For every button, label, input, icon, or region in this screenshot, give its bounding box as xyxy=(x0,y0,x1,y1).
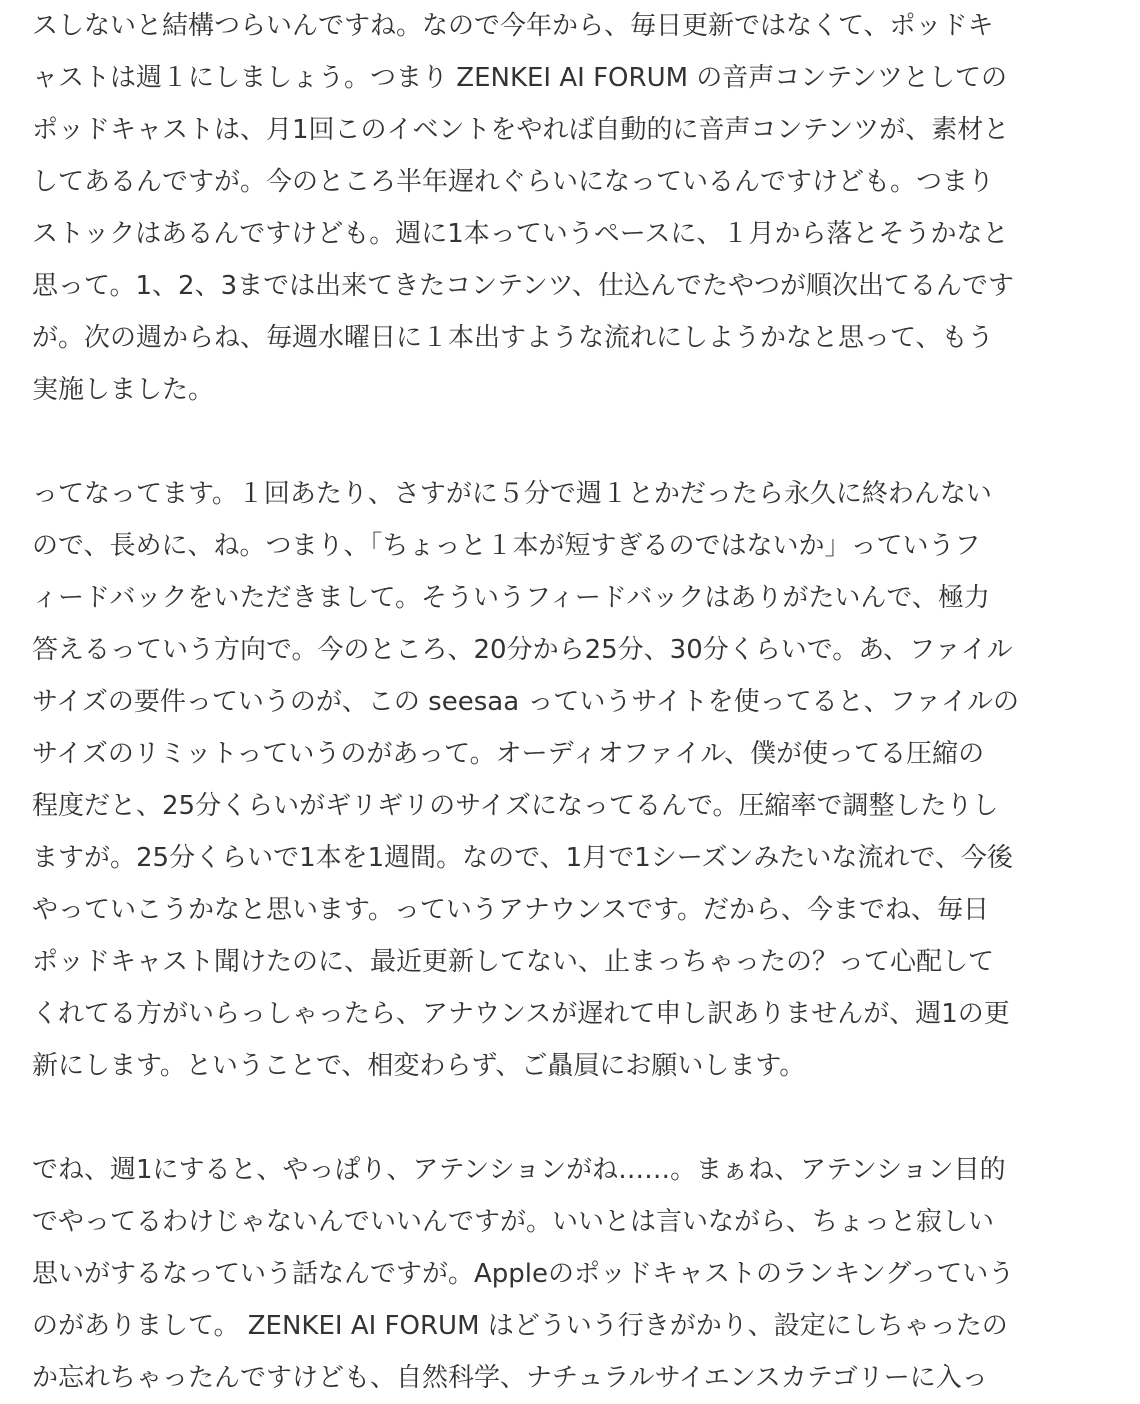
text-line: サイズのリミットっていうのがあって。オーディオファイル、僕が使ってる圧縮の xyxy=(32,739,985,769)
text-line: くれてる方がいらっしゃったら、アナウンスが遅れて申し訳ありませんが、週1の更 xyxy=(32,999,1010,1029)
text-line: でね、週1にすると、やっぱり、アテンションがね……。まぁね、アテンション目的 xyxy=(32,1155,1006,1185)
text-line: サイズの要件っていうのが、この seesaa っていうサイトを使ってると、ファイルの xyxy=(32,687,1020,717)
text-line: 程度だと、25分くらいがギリギリのサイズになってるんで。圧縮率で調整したりし xyxy=(32,791,999,821)
text-line: ので、長めに、ね。つまり、「ちょっと１本が短すぎるのではないか」っていうフ xyxy=(32,531,981,561)
text-line: でやってるわけじゃないんでいいんですが。いいとは言いながら、ちょっと寂しい xyxy=(32,1207,995,1237)
text-line: か忘れちゃったんですけども、自然科学、ナチュラルサイエンスカテゴリーに入っ xyxy=(32,1363,988,1393)
text-line: ポッドキャストは、月1回このイベントをやれば自動的に音声コンテンツが、素材と xyxy=(32,115,1010,145)
text-line: やっていこうかなと思います。っていうアナウンスです。だから、今までね、毎日 xyxy=(32,895,990,925)
text-line: スしないと結構つらいんですね。なので今年から、毎日更新ではなくて、ポッドキ xyxy=(32,11,994,41)
text-line: ャストは週１にしましょう。つまり ZENKEI AI FORUM の音声コンテンツとしての xyxy=(32,63,1007,93)
text-line: のがありまして。 ZENKEI AI FORUM はどういう行きがかり、設定にしちゃったの xyxy=(32,1311,1008,1341)
paragraph-1 xyxy=(32,0,1110,416)
text-line: 思いがするなっていう話なんですが。Appleのポッドキャストのランキングっていう xyxy=(32,1259,1015,1289)
text-line: してあるんですが。今のところ半年遅れぐらいになっているんですけども。つまり xyxy=(32,167,995,197)
text-line: 新にします。ということで、相変わらず、ご贔屓にお願いします。 xyxy=(32,1051,806,1081)
text-line: ますが。25分くらいで1本を1週間。なので、1月で1シーズンみたいな流れで、今後 xyxy=(32,843,1013,873)
text-line: ってなってます。１回あたり、さすがに５分で週１とかだったら永久に終わんない xyxy=(32,479,992,509)
paragraph-2 xyxy=(32,468,1110,1092)
text-line: 思って。1、2、3までは出来てきたコンテンツ、仕込んでたやつが順次出てるんです xyxy=(32,271,1014,301)
text-line: ストックはあるんですけども。週に1本っていうペースに、１月から落とそうかなと xyxy=(32,219,1009,249)
article-body xyxy=(32,0,1110,1404)
text-line: ィードバックをいただきまして。そういうフィードバックはありがたいんで、極力 xyxy=(32,583,990,613)
text-line: が。次の週からね、毎週水曜日に１本出すような流れにしようかなと思って、もう xyxy=(32,323,994,353)
paragraph-3 xyxy=(32,1144,1110,1404)
text-line: 答えるっていう方向で。今のところ、20分から25分、30分くらいで。あ、ファイル xyxy=(32,635,1013,665)
text-line: 実施しました。 xyxy=(32,375,215,405)
text-line: ポッドキャスト聞けたのに、最近更新してない、止まっちゃったの？って心配して xyxy=(32,947,995,977)
